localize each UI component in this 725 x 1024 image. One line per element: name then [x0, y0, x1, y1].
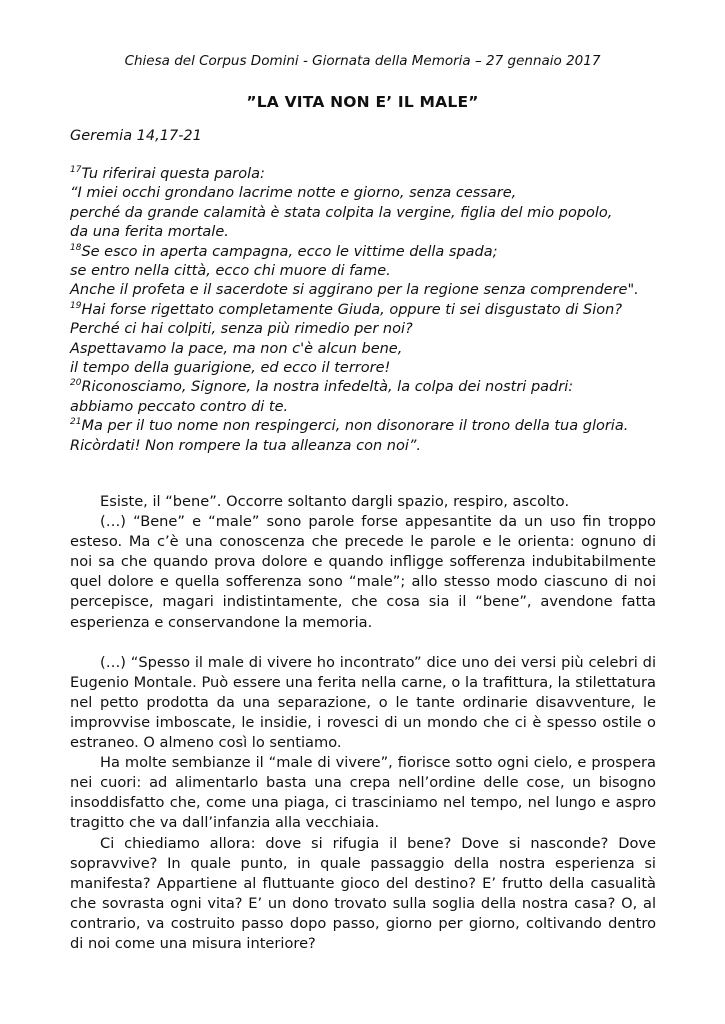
scripture-passage	[70, 165, 690, 456]
verse-number: 18	[70, 242, 82, 253]
verse-line: se entro nella città, ecco chi muore di fame.	[70, 263, 391, 280]
verse-line: “I miei occhi grondano lacrime notte e giorno, senza cessare,	[70, 185, 517, 202]
verse-line: Perché ci hai colpiti, senza più rimedio per noi?	[70, 321, 413, 338]
paragraph: Ha molte sembianze il “male di vivere”, fiorisce sotto ogni cielo, e prospera nei cuori: ad alimentarlo basta una crepa nell’ordine delle cose, un bisogno insoddisfatto che, come una piaga, ci trasciniamo nel tempo, nel lungo e aspro tragitto che va dall’infanzia alla vecchiaia.	[70, 754, 656, 832]
verse-line: $^{21}$Ma per il tuo nome non respingerci, non disonorare il trono della tua gloria.	[70, 417, 629, 435]
page-header: Chiesa del Corpus Domini - Giornata della Memoria – 27 gennaio 2017	[124, 53, 601, 69]
body-text	[70, 492, 656, 954]
verse-line: $^{17}$Tu riferirai questa parola:	[70, 165, 265, 182]
verse-line: Ricòrdati! Non rompere la tua alleanza con noi”.	[70, 437, 422, 454]
verse-number: 17	[70, 165, 82, 175]
verse-number: 20	[70, 378, 82, 389]
paragraph: Esiste, il “bene”. Occorre soltanto dargli spazio, respiro, ascolto.	[100, 493, 570, 510]
paragraph: (…) “Bene” e “male” sono parole forse appesantite da un uso fin troppo esteso. Ma c’è una conoscenza che precede le parole e le orienta: ognuno di noi sa che quando prova dolore e quando infligge sofferenza indubitabilmente quel dolore e quella sofferenza sono “male”; allo stesso modo ciascuno di noi percepisce, magari indistintamente, che cosa sia il “bene”, avendone fatta esperienza e conservandone la memoria.	[70, 513, 656, 631]
paragraph: (…) “Spesso il male di vivere ho incontrato” dice uno dei versi più celebri di Eugenio Montale. Può essere una ferita nella carne, o la trafittura, la stilettatura nel petto prodotta da una separazione, o le tante ordinarie disavventure, le improvvise imboscate, le insidie, i rovesci di un mondo che ci è spesso ostile o estraneo. O almeno così lo sentiamo.	[70, 653, 656, 752]
scripture-reference: Geremia 14,17-21	[70, 128, 202, 144]
verse-line: $^{19}$Hai forse rigettato completamente Giuda, oppure ti sei disgustato di Sion?	[70, 300, 623, 318]
verse-number: 21	[70, 417, 82, 428]
verse-line: $^{20}$Riconosciamo, Signore, la nostra infedeltà, la colpa dei nostri padri:	[70, 378, 574, 396]
verse-line: $^{18}$Se esco in aperta campagna, ecco le vittime della spada;	[70, 242, 498, 260]
verse-number: 19	[70, 300, 82, 311]
verse-line: da una ferita mortale.	[70, 224, 229, 241]
verse-line: il tempo della guarigione, ed ecco il terrore!	[70, 360, 391, 377]
verse-line: Aspettavamo la pace, ma non c'è alcun bene,	[70, 340, 403, 357]
verse-line: abbiamo peccato contro di te.	[70, 398, 289, 415]
paragraph: Ci chiediamo allora: dove si rifugia il bene? Dove si nasconde? Dove sopravvive? In quale punto, in quale passaggio della nostra esperienza si manifesta? Appartiene al fluttuante gioco del destino? E’ frutto della casualità che sovrasta ogni vita? E’ un dono trovato sulla soglia della nostra casa? O, al contrario, va costruito passo dopo passo, giorno per giorno, coltivando dentro di noi come una misura interiore?	[70, 834, 656, 952]
document-title: ”LA VITA NON E’ IL MALE”	[246, 93, 479, 111]
verse-line: Anche il profeta e il sacerdote si aggirano per la regione senza comprendere".	[70, 282, 639, 299]
verse-line: perché da grande calamità è stata colpita la vergine, figlia del mio popolo,	[70, 204, 613, 221]
